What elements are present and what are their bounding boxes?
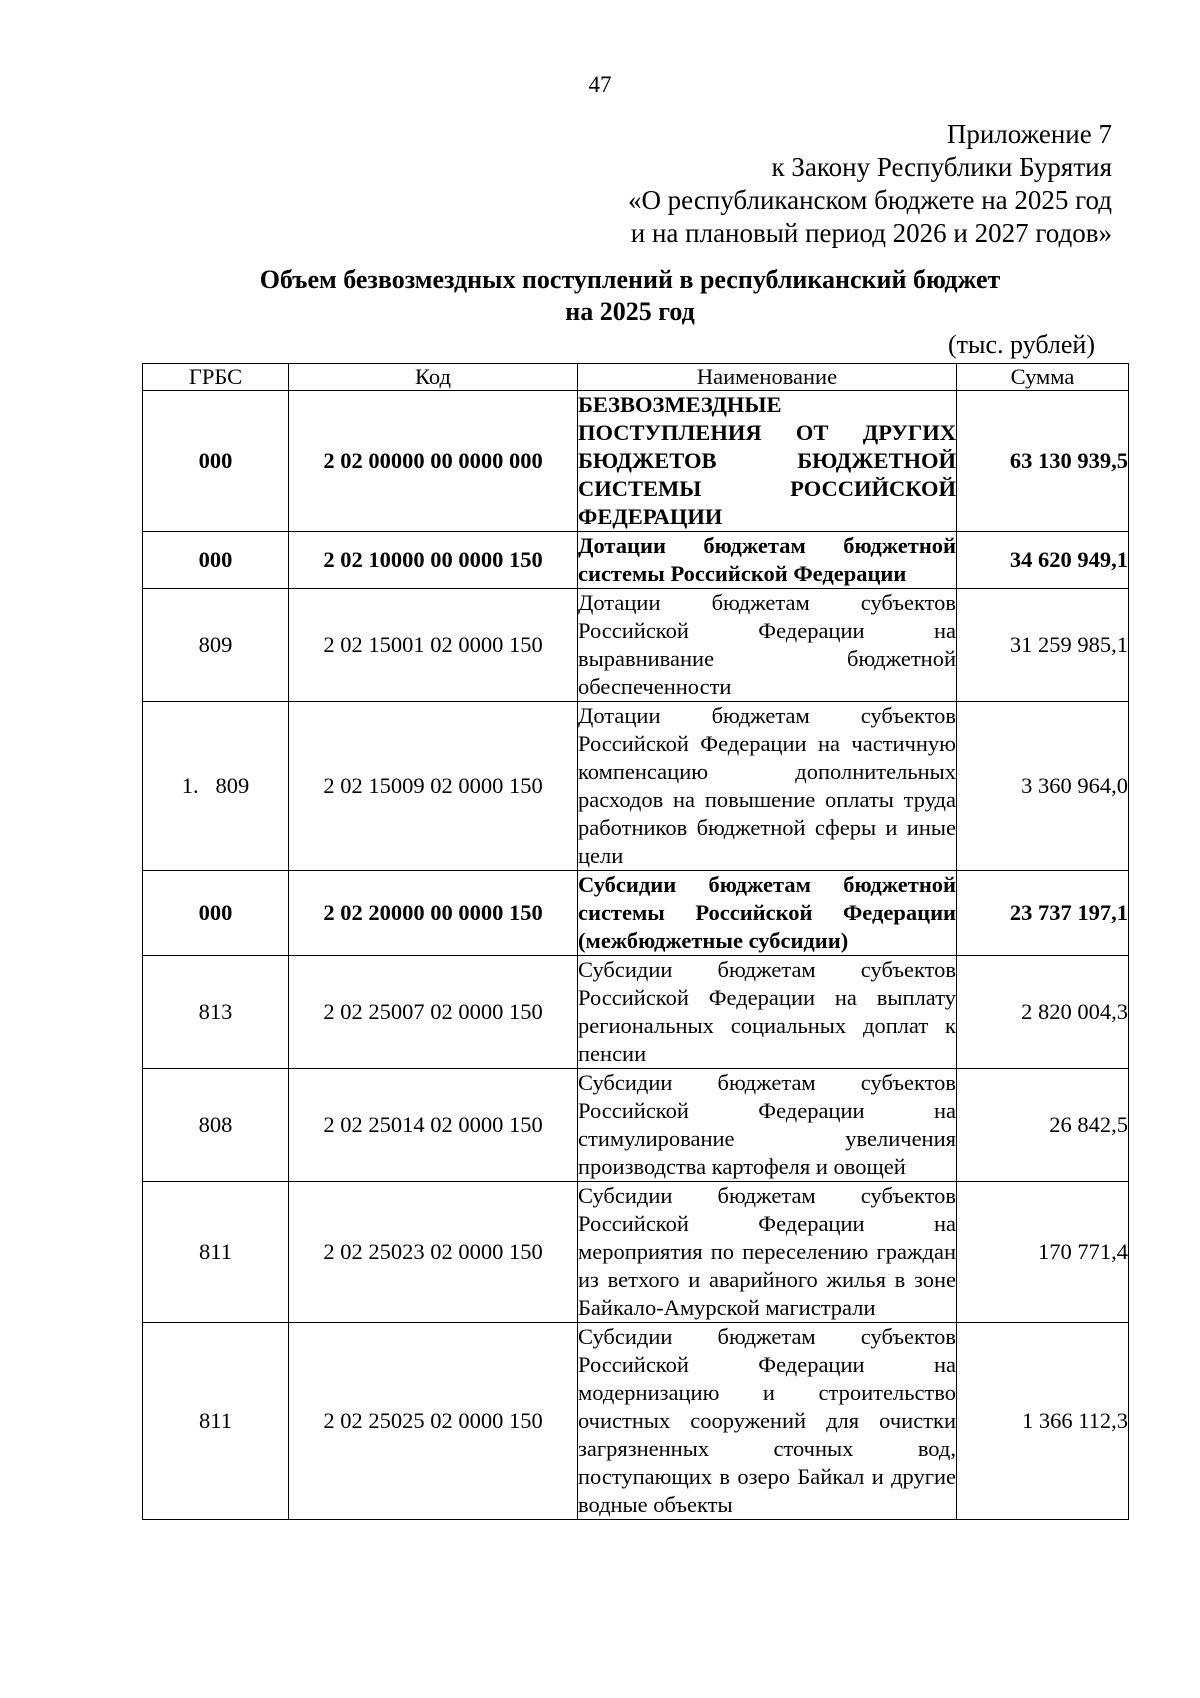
cell-grbs: 813: [143, 956, 289, 1069]
cell-grbs: 000: [143, 532, 289, 589]
cell-name: Субсидии бюджетам субъектов Российской Федерации на мероприятия по переселению граждан из ветхого и аварийного жилья в зоне Байкало-Амурской магистрали: [578, 1182, 957, 1323]
cell-grbs: 808: [143, 1069, 289, 1182]
cell-grbs-value: 809: [215, 773, 250, 798]
cell-name: Дотации бюджетам субъектов Российской Федерации на выравнивание бюджетной обеспеченности: [578, 589, 957, 702]
cell-grbs: 809: [143, 589, 289, 702]
cell-sum: 31 259 985,1: [957, 589, 1129, 702]
table-header-row: [143, 364, 1129, 391]
appendix-line: «О республиканском бюджете на 2025 год: [627, 185, 1112, 215]
table-row: [143, 1069, 1129, 1182]
table-row: [143, 956, 1129, 1069]
table-row: [143, 391, 1129, 532]
cell-grbs: 811: [143, 1182, 289, 1323]
cell-code: 2 02 25014 02 0000 150: [289, 1069, 578, 1182]
cell-code: 2 02 25025 02 0000 150: [289, 1323, 578, 1520]
table-row: [143, 1182, 1129, 1323]
page-number: 47: [588, 72, 612, 97]
table-row: [143, 532, 1129, 589]
cell-sum: 1 366 112,3: [957, 1323, 1129, 1520]
table-row: [143, 589, 1129, 702]
cell-name: Дотации бюджетам бюджетной системы Российской Федерации: [578, 532, 957, 589]
cell-sum: 3 360 964,0: [957, 702, 1129, 871]
cell-code: 2 02 15009 02 0000 150: [289, 702, 578, 871]
header-code: Код: [289, 364, 578, 391]
appendix-header: [628, 118, 1112, 250]
cell-grbs: 000: [143, 871, 289, 956]
cell-sum: 170 771,4: [957, 1182, 1129, 1323]
cell-grbs: 811: [143, 1323, 289, 1520]
cell-code: 2 02 25007 02 0000 150: [289, 956, 578, 1069]
cell-code: 2 02 25023 02 0000 150: [289, 1182, 578, 1323]
header-sum: Сумма: [957, 364, 1129, 391]
cell-name: БЕЗВОЗМЕЗДНЫЕ ПОСТУПЛЕНИЯ ОТ ДРУГИХ БЮДЖЕТОВ БЮДЖЕТНОЙ СИСТЕМЫ РОССИЙСКОЙ ФЕДЕРАЦИИ: [578, 391, 957, 532]
header-name: Наименование: [578, 364, 957, 391]
cell-sum: 2 820 004,3: [957, 956, 1129, 1069]
cell-sum: 26 842,5: [957, 1069, 1129, 1182]
title-line: на 2025 год: [565, 297, 695, 326]
cell-sum: 23 737 197,1: [957, 871, 1129, 956]
units-label: (тыс. рублей): [947, 330, 1095, 359]
cell-sum: 34 620 949,1: [957, 532, 1129, 589]
budget-table: [142, 363, 1129, 1520]
title-line: Объем безвозмездных поступлений в республиканский бюджет: [259, 265, 1001, 294]
cell-name: Субсидии бюджетам субъектов Российской Федерации на модернизацию и строительство очистных сооружений для очистки загрязненных сточных вод, поступающих в озеро Байкал и другие водные объекты: [578, 1323, 957, 1520]
table-row: [143, 871, 1129, 956]
header-grbs: ГРБС: [143, 364, 289, 391]
cell-grbs: 000: [143, 391, 289, 532]
cell-sum: 63 130 939,5: [957, 391, 1129, 532]
table-row: [143, 1323, 1129, 1520]
cell-code: 2 02 15001 02 0000 150: [289, 589, 578, 702]
cell-code: 2 02 00000 00 0000 000: [289, 391, 578, 532]
appendix-line: и на плановый период 2026 и 2027 годов»: [630, 218, 1112, 248]
cell-name: Субсидии бюджетам субъектов Российской Федерации на выплату региональных социальных доплат к пенсии: [578, 956, 957, 1069]
cell-code: 2 02 10000 00 0000 150: [289, 532, 578, 589]
cell-name: Субсидии бюджетам субъектов Российской Федерации на стимулирование увеличения производства картофеля и овощей: [578, 1069, 957, 1182]
appendix-line: Приложение 7: [946, 119, 1112, 149]
appendix-line: к Закону Республики Бурятия: [771, 152, 1112, 182]
table-row: [143, 702, 1129, 871]
cell-grbs: [143, 702, 289, 871]
cell-name: Дотации бюджетам субъектов Российской Федерации на частичную компенсацию дополнительных расходов на повышение оплаты труда работников бюджетной сферы и иные цели: [578, 702, 957, 871]
document-title: [130, 264, 1130, 328]
cell-name: Субсидии бюджетам бюджетной системы Российской Федерации (межбюджетные субсидии): [578, 871, 957, 956]
list-number: [182, 773, 216, 798]
cell-code: 2 02 20000 00 0000 150: [289, 871, 578, 956]
